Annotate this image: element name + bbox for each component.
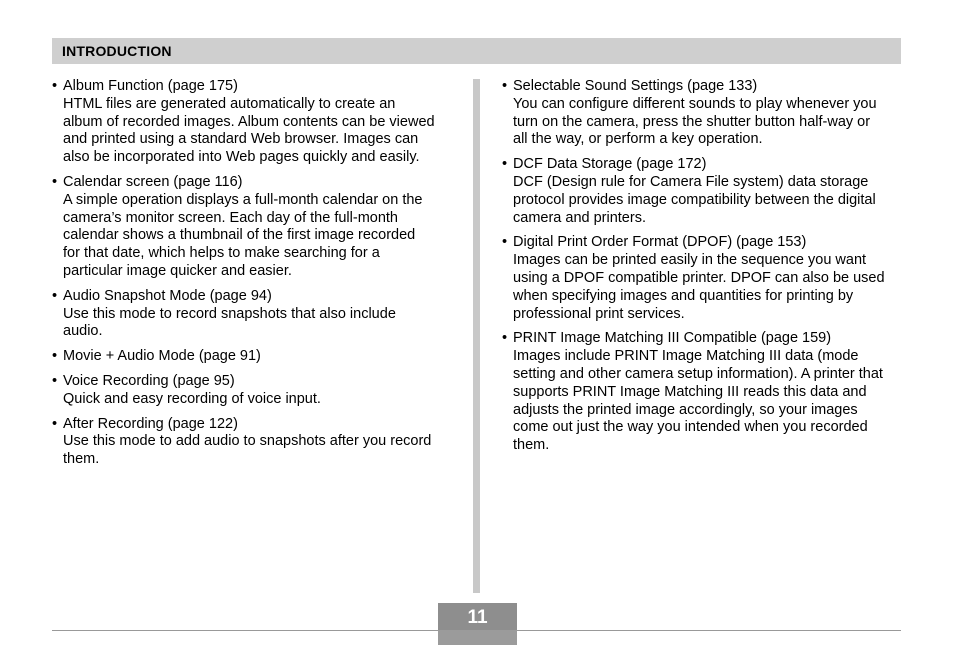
bullet: •	[502, 156, 508, 173]
list-item	[52, 416, 462, 469]
item-description: A simple operation displays a full-month calendar on the camera’s monitor screen. Each day of the full-month calendar shows a thumbnail of the first image recorded for that date, which helps to make searching for a particular image quicker and easier.	[63, 191, 423, 279]
item-description: Quick and easy recording of voice input.	[63, 390, 321, 407]
bullet: •	[52, 287, 58, 304]
item-description: Use this mode to record snapshots that also include audio.	[63, 305, 396, 340]
item-title: Audio Snapshot Mode (page 94)	[63, 287, 272, 304]
right-column	[502, 78, 908, 462]
list-item	[52, 78, 462, 167]
item-title: After Recording (page 122)	[63, 415, 238, 432]
item-description: Use this mode to add audio to snapshots after you record them.	[63, 433, 432, 468]
list-item	[52, 174, 462, 281]
item-description: Images include PRINT Image Matching III data (mode setting and other camera setup information). A printer that supports PRINT Image Matching III reads this data and adjusts the printed image accordingly, so your images come out just the way you intended when you recorded them.	[513, 348, 883, 454]
left-column	[52, 78, 462, 476]
item-description: HTML files are generated automatically to create an album of recorded images. Album contents can be viewed and printed using a standard Web browser. Images can also be incorporated into Web pages quickly and easily.	[63, 95, 435, 166]
list-item	[502, 234, 908, 323]
list-item	[502, 78, 908, 149]
item-title: Album Function (page 175)	[63, 78, 238, 94]
item-title: Movie + Audio Mode (page 91)	[63, 348, 261, 365]
list-item	[52, 373, 462, 409]
list-item	[52, 348, 462, 366]
column-divider	[473, 79, 480, 593]
list-item	[502, 330, 908, 455]
list-item	[52, 288, 462, 341]
item-title: Digital Print Order Format (DPOF) (page 153)	[513, 234, 807, 251]
item-title: Selectable Sound Settings (page 133)	[513, 78, 758, 94]
item-description: Images can be printed easily in the sequence you want using a DPOF compatible printer. DPOF can also be used when specifying images and quantities for printing by professional print services.	[513, 252, 885, 322]
item-description: DCF (Design rule for Camera File system) data storage protocol provides image compatibility between the digital camera and printers.	[513, 173, 876, 226]
page-number-box	[438, 603, 517, 645]
page-number: 11	[467, 607, 488, 628]
bullet: •	[502, 234, 508, 251]
bullet: •	[52, 415, 58, 432]
item-title: DCF Data Storage (page 172)	[513, 156, 707, 173]
bullet: •	[52, 348, 58, 365]
item-title: Calendar screen (page 116)	[63, 173, 243, 190]
bullet: •	[52, 372, 58, 389]
bullet: •	[52, 173, 58, 190]
bullet: •	[52, 78, 58, 94]
section-title: INTRODUCTION	[62, 43, 172, 59]
section-header-bar	[52, 38, 901, 64]
bullet: •	[502, 330, 508, 347]
item-description: You can configure different sounds to play whenever you turn on the camera, press the shutter button half-way or all the way, or perform a key operation.	[513, 95, 877, 148]
item-title: PRINT Image Matching III Compatible (page 159)	[513, 330, 832, 347]
list-item	[502, 156, 908, 227]
bullet: •	[502, 78, 508, 94]
item-title: Voice Recording (page 95)	[63, 372, 235, 389]
